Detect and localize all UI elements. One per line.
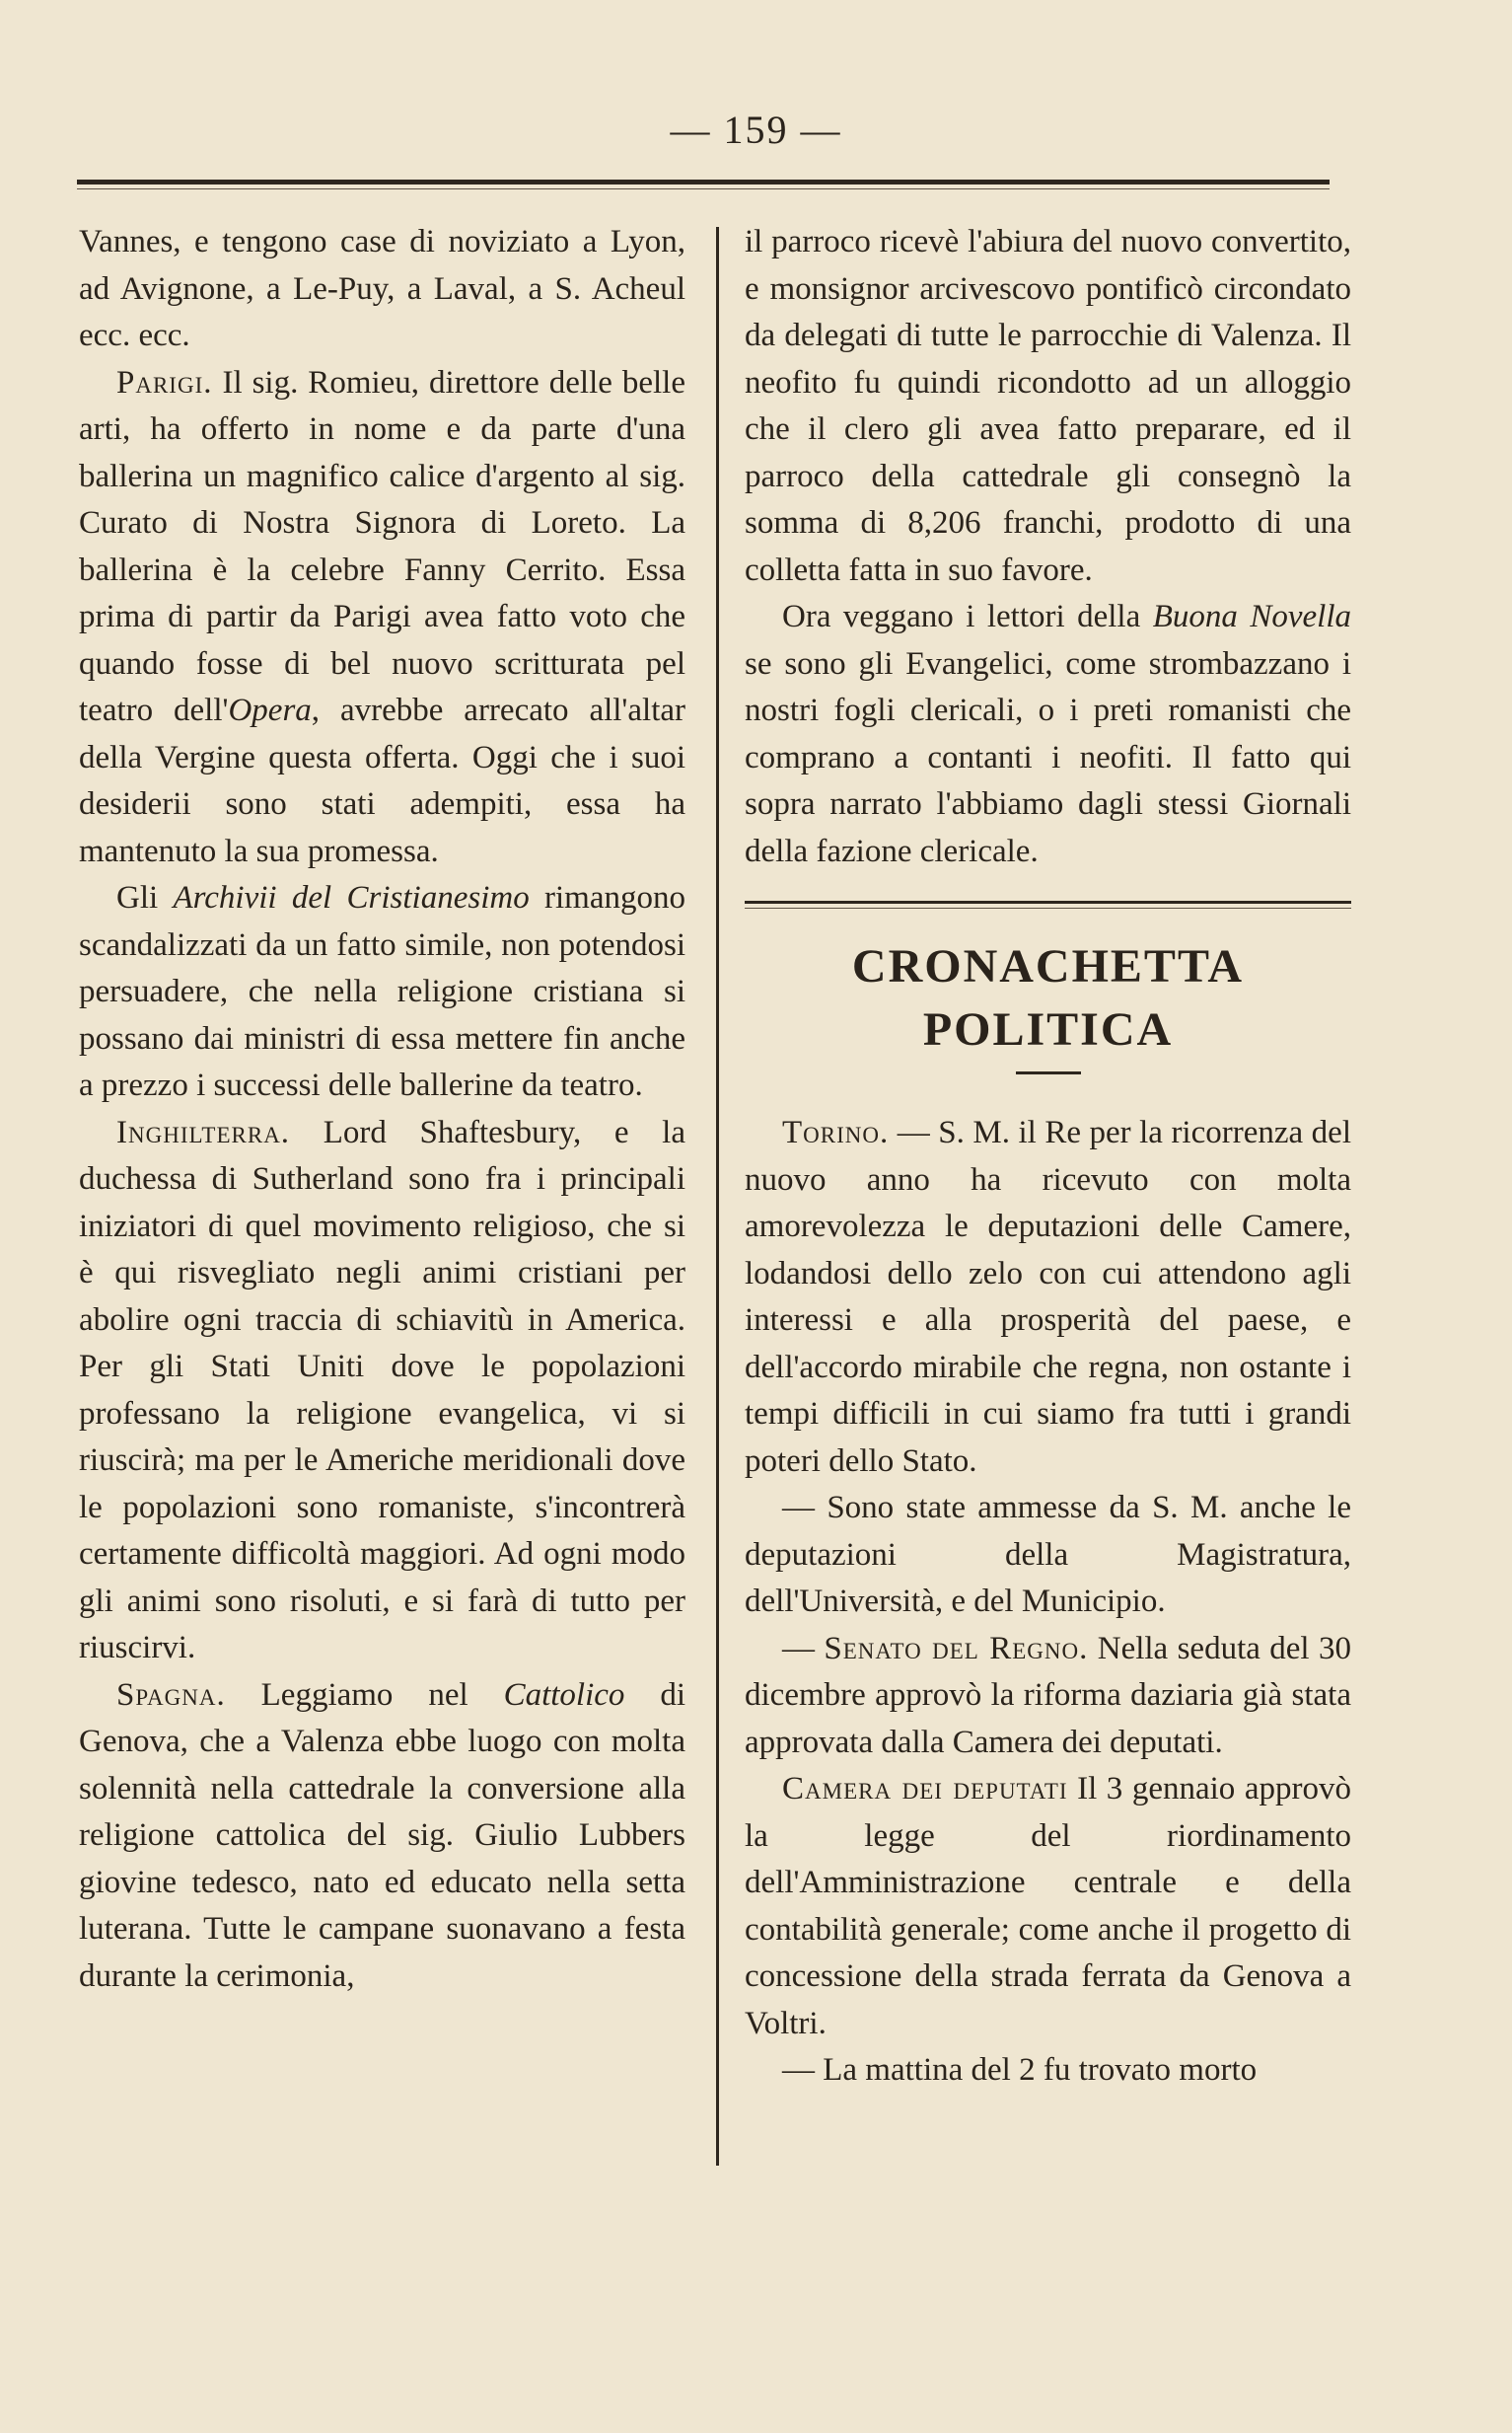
paragraph (745, 1110, 1351, 1485)
section-lead: Inghilterra. (116, 1114, 291, 1150)
section-title: CRONACHETTA POLITICA (851, 940, 1245, 1056)
paragraph (745, 2047, 1351, 2095)
paragraph-text: Gli (116, 880, 174, 916)
paragraph (745, 594, 1351, 875)
section-lead: Parigi. (116, 364, 213, 401)
paragraph (79, 1672, 685, 2001)
paragraph-text: — La mattina del 2 fu trovato morto (782, 2052, 1258, 2088)
dash: — (782, 1630, 825, 1666)
paragraph-text: Il sig. Romieu, direttore delle belle arti, ha offerto in nome e da parte d'una ballerina un magnifico calice d'argento al sig. Curato di Nostra Signora di Loreto. La ballerina è la celebre Fanny Cerrito. Essa prima di partir da Parigi avea fatto voto che quando fosse di bel nuovo scritturata pel teatro dell' (79, 364, 685, 728)
paragraph (745, 1766, 1351, 2047)
paragraph-text: Leggiamo nel (225, 1676, 504, 1713)
right-column (745, 219, 1351, 2095)
italic-text: Buona Novella (1152, 599, 1351, 634)
paragraph (79, 219, 685, 360)
paragraph-text: Vannes, e tengono case di noviziato a Lyon, ad Avignone, a Le-Puy, a Laval, a S. Acheul ecc. ecc. (79, 224, 685, 353)
paragraph (745, 219, 1351, 594)
page-number: — 159 — (670, 108, 842, 152)
paragraph-text: rimangono scandalizzati da un fatto simile, non potendosi persuadere, che nella religione cristiana si possano dai ministri di essa mettere fin anche a prezzo i successi delle ballerine da teatro. (79, 880, 685, 1103)
paragraph-text: Lord Shaftesbury, e la duchessa di Sutherland sono fra i principali iniziatori di quel movimento religioso, che si è qui risvegliato negli animi cristiani per abolire ogni traccia di schiavitù in America. Per gli Stati Uniti dove le popolazioni professano la religione evangelica, vi si riuscirà; ma per le Americhe meridionali dove le popolazioni sono romaniste, s'incontrerà certamente difficoltà maggiori. Ad ogni modo gli animi sono risoluti, e si farà di tutto per riuscirvi. (79, 1114, 685, 1665)
paragraph-text: di Genova, che a Valenza ebbe luogo con molta solennità nella cattedrale la conversione alla religione cattolica del sig. Giulio Lubbers giovine tedesco, nato ed educato nella setta luterana. Tutte le campane suonavano a festa durante la cerimonia, (79, 1676, 686, 1994)
paragraph (79, 1110, 685, 1672)
paragraph-text: — Sono state ammesse da S. M. anche le deputazioni della Magistratura, dell'Università, e del Municipio. (745, 1490, 1351, 1619)
section-lead: Torino. (782, 1115, 890, 1150)
header-rule (77, 180, 1330, 184)
paragraph-text: — S. M. il Re per la ricorrenza del nuovo anno ha ricevuto con molta amorevolezza le deputazioni delle Camere, lodandosi dello zelo con cui attendono agli interessi e alla prosperità del paese, e dell'accordo mirabile che regna, non ostante i tempi difficili in cui siamo fra tutti i grandi poteri dello Stato. (745, 1115, 1351, 1479)
section-lead: Camera dei deputati (782, 1771, 1068, 1806)
italic-text: Archivii del Cristianesimo (173, 880, 530, 916)
paragraph-text: , avrebbe arrecato all'altar della Vergine questa offerta. Oggi che i suoi desiderii sono stati adempiti, essa ha mantenuto la sua promessa. (79, 693, 685, 869)
paragraph (79, 875, 685, 1110)
paragraph-text: Nella seduta del 30 dicembre approvò la riforma daziaria già stata approvata dalla Camera dei deputati. (745, 1630, 1351, 1760)
section-lead: Spagna. (116, 1676, 226, 1713)
left-column (79, 219, 685, 2000)
paragraph-text: Ora veggano i lettori della (782, 599, 1153, 634)
italic-text: Cattolico (503, 1676, 625, 1713)
section-rule (745, 901, 1351, 904)
paragraph-text: se sono gli Evangelici, come strombazzano i nostri fogli clericali, o i preti romanisti che comprano a contanti i neofiti. Il fatto qui sopra narrato l'abbiamo dagli stessi Giornali della fazione clericale. (745, 645, 1351, 869)
paragraph (745, 1626, 1351, 1767)
paragraph-text: Il 3 gennaio approvò la legge del riordinamento dell'Amministrazione centrale e della contabilità generale; come anche il progetto di concessione della strada ferrata da Genova a Voltri. (745, 1771, 1351, 2041)
column-divider (716, 227, 719, 2166)
paragraph-text: il parroco ricevè l'abiura del nuovo convertito, e monsignor arcivescovo pontificò circondato da delegati di tutte le parrocchie di Valenza. Il neofito fu quindi ricondotto ad un alloggio che il clero gli avea fatto preparare, ed il parroco della cattedrale gli consegnò la somma di 8,206 franchi, prodotto di una colletta fatta in suo favore. (745, 224, 1351, 588)
paragraph (79, 360, 685, 876)
section-lead: Senato del Regno. (824, 1630, 1089, 1666)
italic-text: Opera (228, 693, 312, 728)
title-rule (1016, 1071, 1081, 1074)
paragraph (745, 1485, 1351, 1626)
